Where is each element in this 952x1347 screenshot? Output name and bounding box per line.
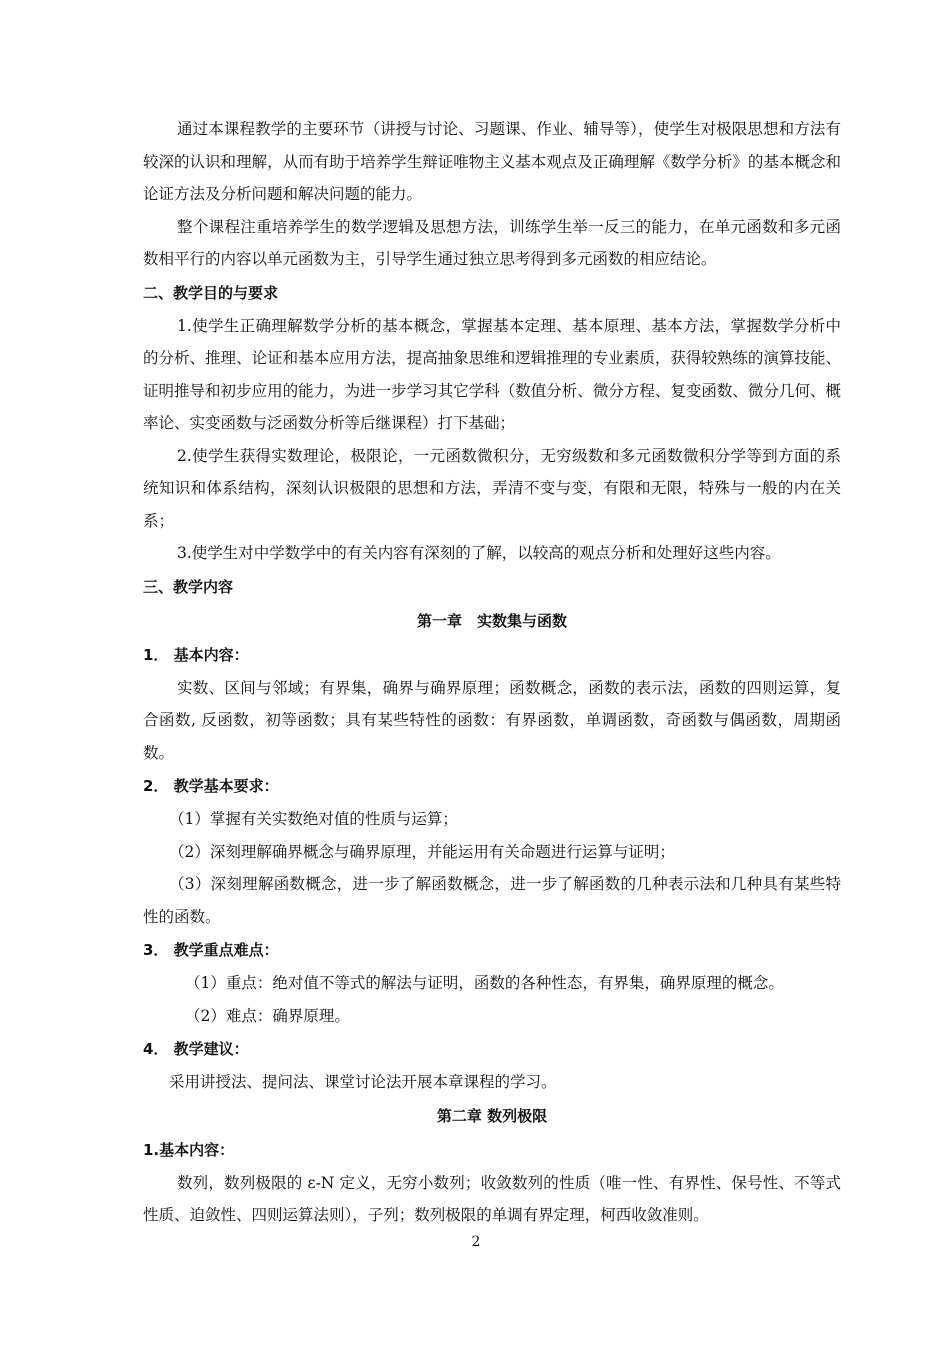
intro-paragraph-1: 通过本课程教学的主要环节（讲授与讨论、习题课、作业、辅导等），使学生对极限思想和方法有较深的认识和理解，从而有助于培养学生辩证唯物主义基本观点及正确理解《数学分析》的基本概念和论证方法及分析问题和解决问题的能力。	[143, 120, 841, 203]
chapter-1-requirement-3: （3）深刻理解函数概念，进一步了解函数概念，进一步了解函数的几种表示法和几种具有某些特性的函数。	[143, 875, 841, 926]
objective-item-1: 1.使学生正确理解数学分析的基本概念，掌握基本定理、基本原理、基本方法，掌握数学分析中的分析、推理、论证和基本应用方法，提高抽象思维和逻辑推理的专业素质，获得较熟练的演算技能、证明推导和初步应用的能力，为进一步学习其它学科（数值分析、微分方程、复变函数、微分几何、概率论、实变函数与泛函数分析等后继课程）打下基础；	[143, 316, 841, 432]
chapter-1-requirement-1: （1）掌握有关实数绝对值的性质与运算；	[169, 810, 458, 828]
section-heading-objectives: 二、教学目的与要求	[143, 283, 279, 302]
chapter-2-basic-content: 数列，数列极限的 ε-N 定义，无穷小数列；收敛数列的性质（唯一性、有界性、保号性、不等式性质、迫敛性、四则运算法则），子列；数列极限的单调有界定理，柯西收敛准则。	[143, 1173, 841, 1224]
chapter-1-advice: 采用讲授法、提问法、课堂讨论法开展本章课程的学习。	[169, 1073, 557, 1091]
objective-item-3: 3.使学生对中学数学中的有关内容有深刻的了解，以较高的观点分析和处理好这些内容。	[177, 544, 781, 562]
chapter-1-subheading-advice: 4． 教学建议：	[143, 1040, 249, 1058]
section-heading-content: 三、教学内容	[143, 577, 234, 596]
page-number: 2	[471, 1234, 481, 1250]
intro-paragraph-2: 整个课程注重培养学生的数学逻辑及思想方法，训练学生举一反三的能力，在单元函数和多元函数相平行的内容以单元函数为主，引导学生通过独立思考得到多元函数的相应结论。	[143, 217, 841, 268]
chapter-1-subheading-key-points: 3． 教学重点难点：	[143, 941, 279, 959]
chapter-1-title: 第一章 实数集与函数	[416, 611, 567, 630]
chapter-2-subheading-basic: 1.基本内容：	[143, 1140, 235, 1159]
page-content	[143, 113, 841, 1232]
objective-item-2: 2.使学生获得实数理论，极限论，一元函数微积分，无穷级数和多元函数微积分学等到方面的系统知识和体系结构，深刻认识极限的思想和方法，弄清不变与变，有限和无限，特殊与一般的内在关系；	[143, 446, 841, 530]
chapter-1-basic-content: 实数、区间与邻域；有界集，确界与确界原理；函数概念，函数的表示法，函数的四则运算，复合函数, 反函数，初等函数；具有某些特性的函数：有界函数，单调函数，奇函数与偶函数，周期函数。	[143, 678, 841, 762]
chapter-1-subheading-basic: 1． 基本内容：	[143, 645, 249, 664]
chapter-1-requirement-2: （2）深刻理解确界概念与确界原理，并能运用有关命题进行运算与证明；	[169, 842, 675, 861]
chapter-2-title: 第二章 数列极限	[436, 1106, 548, 1125]
chapter-1-subheading-requirements: 2． 教学基本要求：	[143, 777, 279, 795]
chapter-1-difficulty: （2）难点：确界原理。	[185, 1006, 350, 1025]
chapter-1-key-point: （1）重点：绝对值不等式的解法与证明，函数的各种性态，有界集，确界原理的概念。	[185, 974, 784, 992]
